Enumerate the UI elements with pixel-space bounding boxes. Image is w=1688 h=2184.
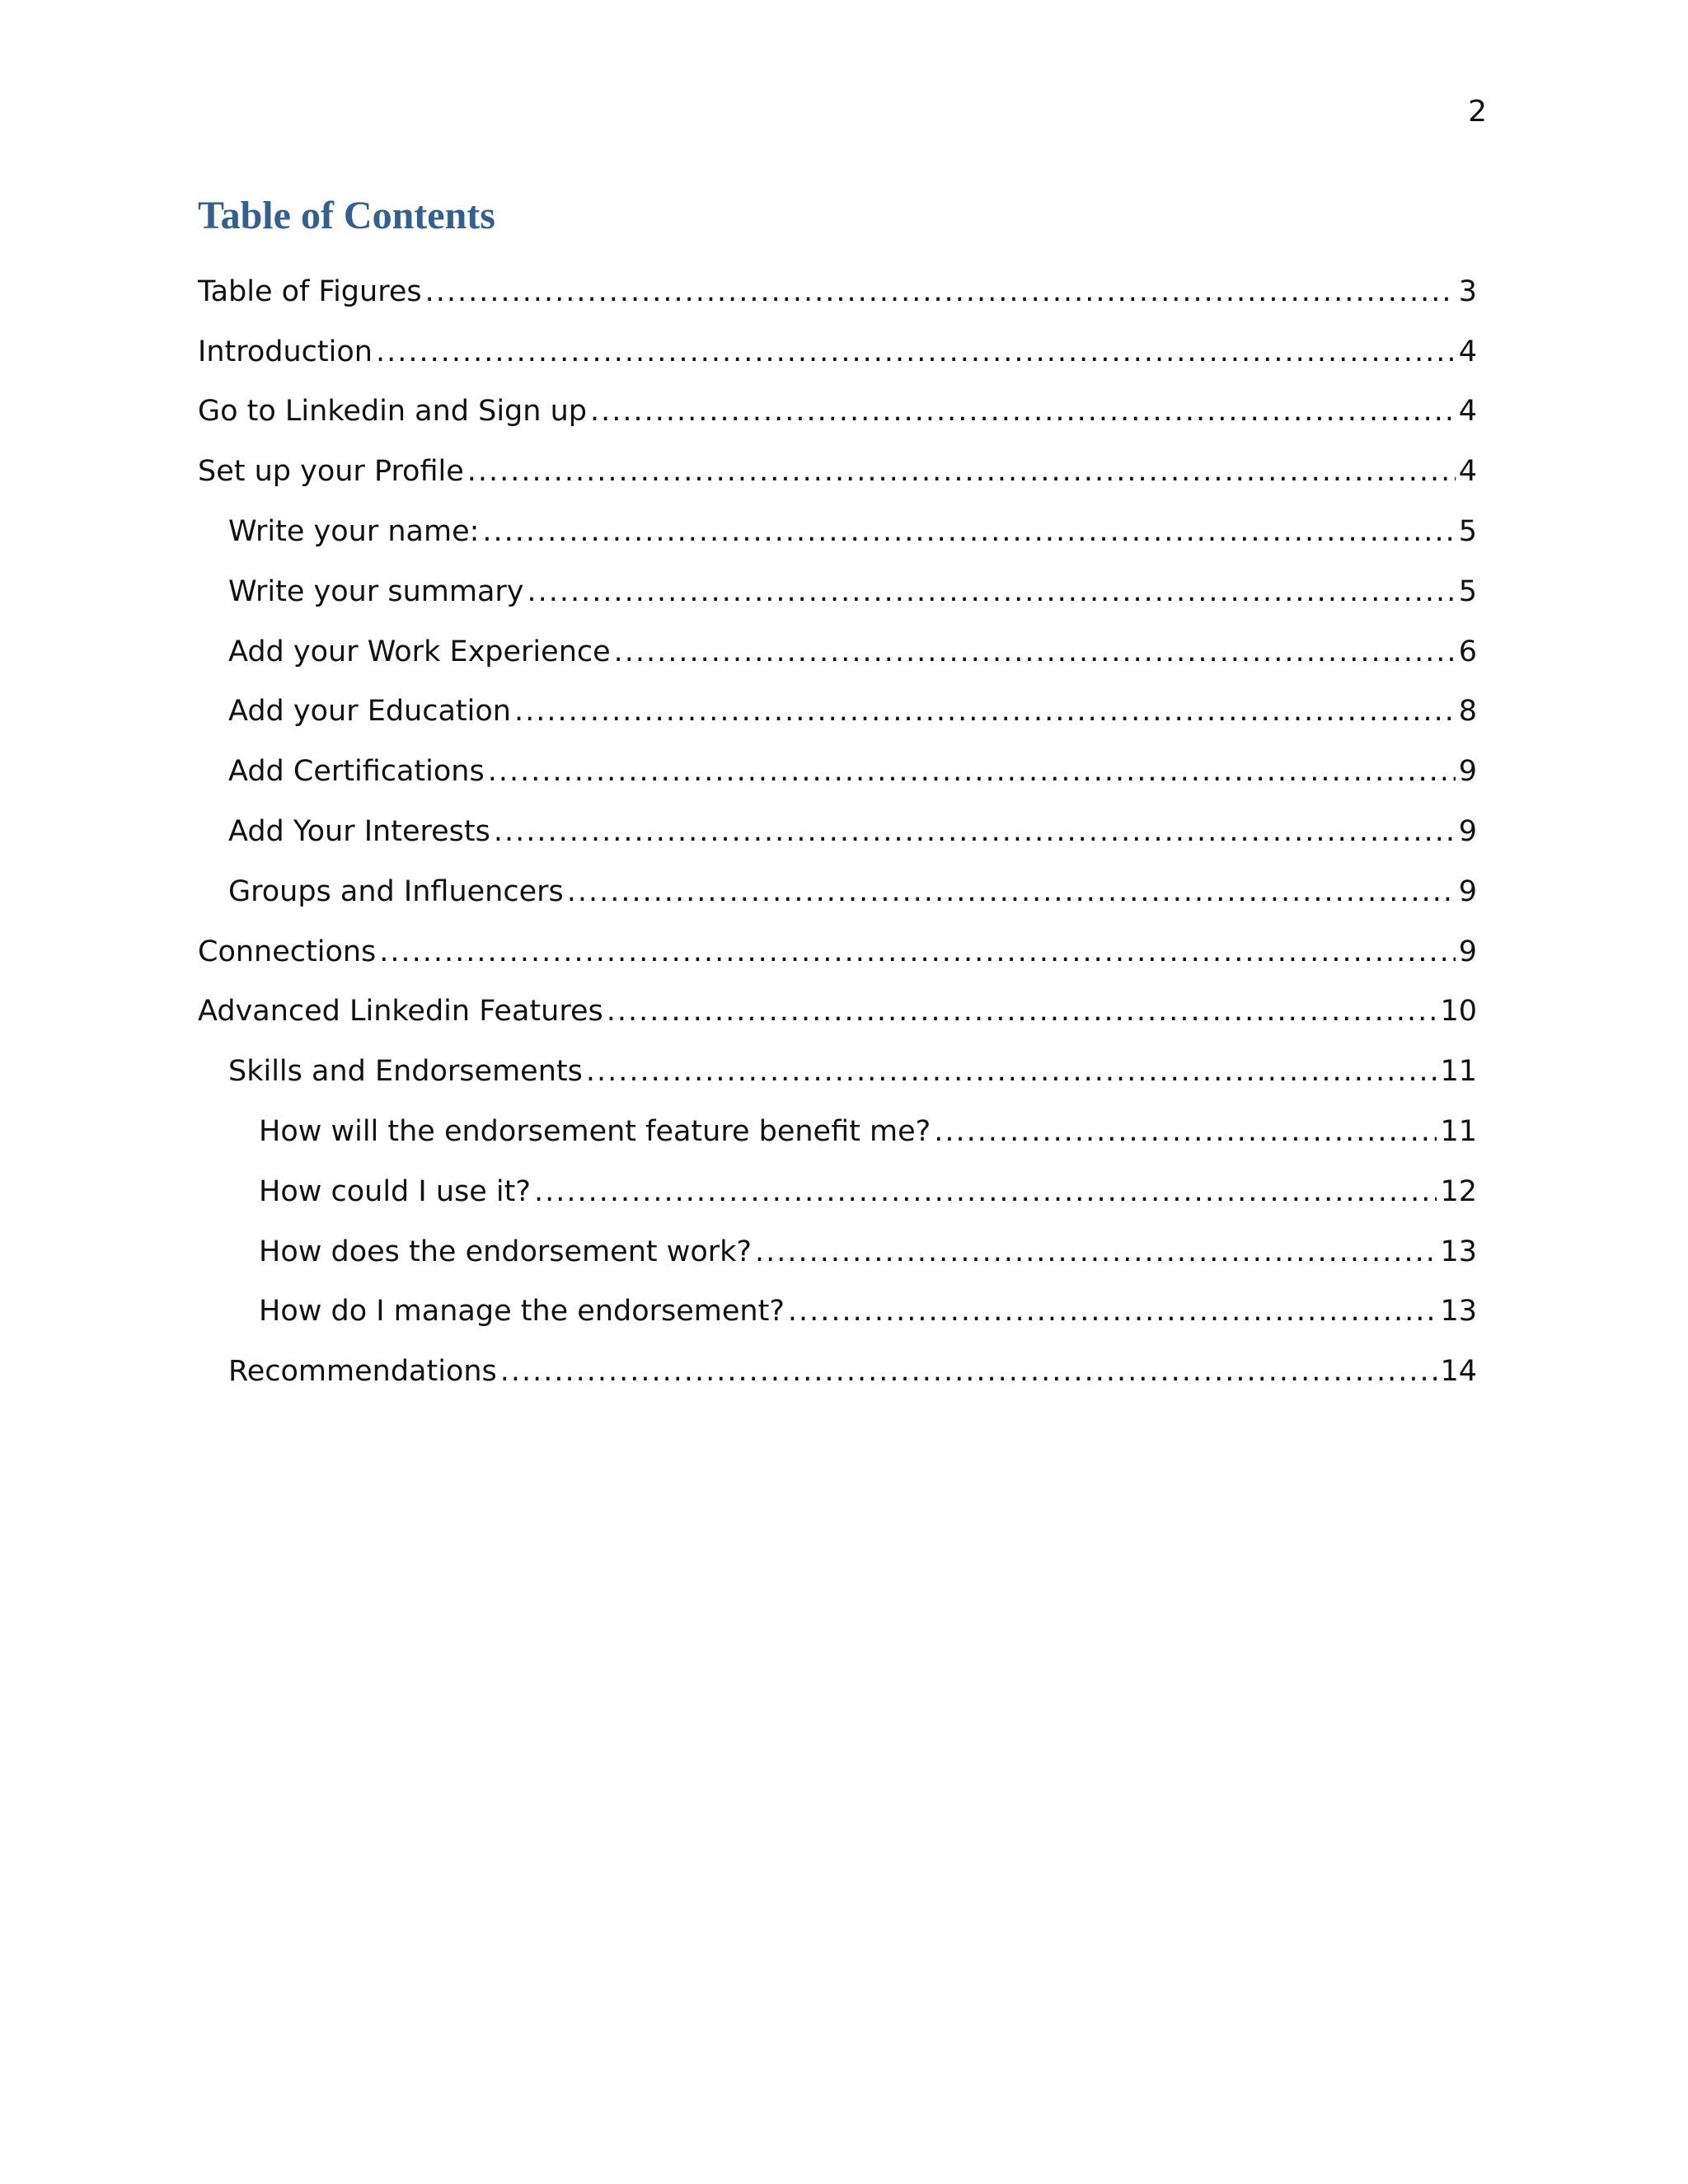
toc-dot-leader <box>514 693 1456 729</box>
toc-entry-text: Write your name: <box>228 514 480 548</box>
toc-entry-page: 9 <box>1458 814 1477 848</box>
toc-dot-leader <box>534 1174 1437 1210</box>
toc-entry-page: 4 <box>1458 335 1477 368</box>
toc-entry-text: How could I use it? <box>259 1174 531 1208</box>
toc-entry-page: 9 <box>1458 874 1477 908</box>
toc-entry-write-your-name[interactable] <box>198 490 1477 550</box>
toc-entry-page: 5 <box>1458 514 1477 548</box>
toc-entry-text: Add your Work Experience <box>228 635 611 668</box>
toc-entry-advanced-linkedin-features[interactable] <box>198 970 1477 1030</box>
toc-entry-text: Advanced Linkedin Features <box>198 995 603 1029</box>
toc-entry-table-of-figures[interactable] <box>198 250 1477 310</box>
toc-entry-text: How will the endorsement feature benefit me? <box>259 1114 931 1148</box>
toc-entry-text: Introduction <box>198 335 373 368</box>
toc-entry-how-endorsement-works[interactable] <box>198 1210 1477 1270</box>
toc-entry-text: Skills and Endorsements <box>228 1055 583 1089</box>
toc-dot-leader <box>607 993 1437 1029</box>
toc-dot-leader <box>934 1113 1437 1150</box>
toc-dot-leader <box>755 1234 1437 1270</box>
toc-entry-connections[interactable] <box>198 910 1477 970</box>
toc-dot-leader <box>788 1293 1437 1329</box>
toc-entry-page: 9 <box>1458 755 1477 789</box>
toc-entry-manage-endorsement[interactable] <box>198 1270 1477 1330</box>
toc-entry-page: 14 <box>1440 1355 1477 1389</box>
toc-entry-page: 13 <box>1440 1235 1477 1268</box>
toc-dot-leader <box>467 453 1456 490</box>
toc-entry-page: 3 <box>1458 274 1477 308</box>
toc-entry-text: Connections <box>198 935 377 968</box>
toc-entry-introduction[interactable] <box>198 310 1477 370</box>
toc-entry-text: Go to Linkedin and Sign up <box>198 395 587 429</box>
toc-entry-text: Table of Figures <box>198 274 422 308</box>
toc-entry-add-certifications[interactable] <box>198 729 1477 790</box>
toc-dot-leader <box>425 274 1456 310</box>
toc-title: Table of Contents <box>198 194 495 237</box>
toc-dot-leader <box>586 1053 1437 1090</box>
toc-entry-how-could-i-use-it[interactable] <box>198 1150 1477 1210</box>
toc-list <box>198 250 1477 1390</box>
toc-dot-leader <box>488 753 1456 790</box>
toc-dot-leader <box>379 934 1455 970</box>
toc-entry-page: 13 <box>1440 1295 1477 1329</box>
toc-dot-leader <box>567 874 1456 910</box>
toc-entry-page: 12 <box>1440 1174 1477 1208</box>
toc-entry-add-education[interactable] <box>198 670 1477 730</box>
toc-entry-text: Add Your Interests <box>228 814 490 848</box>
toc-entry-text: Set up your Profile <box>198 455 464 489</box>
toc-entry-add-your-interests[interactable] <box>198 790 1477 850</box>
toc-dot-leader <box>590 393 1456 429</box>
toc-entry-text: Write your summary <box>228 574 524 608</box>
toc-entry-page: 4 <box>1458 455 1477 489</box>
toc-entry-skills-and-endorsements[interactable] <box>198 1029 1477 1090</box>
toc-entry-text: How does the endorsement work? <box>259 1235 753 1268</box>
page-number: 2 <box>1468 95 1487 129</box>
toc-entry-text: Recommendations <box>228 1355 497 1389</box>
toc-entry-set-up-profile[interactable] <box>198 429 1477 490</box>
toc-entry-text: Groups and Influencers <box>228 874 564 908</box>
toc-dot-leader <box>614 634 1456 670</box>
toc-entry-add-work-experience[interactable] <box>198 610 1477 670</box>
toc-entry-page: 4 <box>1458 395 1477 429</box>
toc-entry-text: Add Certifications <box>228 755 485 789</box>
toc-dot-leader <box>494 813 1456 850</box>
toc-entry-page: 11 <box>1440 1114 1477 1148</box>
toc-entry-write-your-summary[interactable] <box>198 550 1477 610</box>
toc-entry-endorsement-benefit[interactable] <box>198 1090 1477 1150</box>
toc-entry-page: 11 <box>1440 1055 1477 1089</box>
toc-dot-leader <box>500 1353 1437 1390</box>
toc-entry-page: 5 <box>1458 574 1477 608</box>
toc-entry-page: 10 <box>1440 995 1477 1029</box>
toc-entry-page: 6 <box>1458 635 1477 668</box>
toc-entry-text: Add your Education <box>228 695 511 729</box>
toc-dot-leader <box>528 574 1456 610</box>
toc-entry-page: 8 <box>1458 695 1477 729</box>
toc-entry-groups-and-influencers[interactable] <box>198 850 1477 910</box>
toc-entry-page: 9 <box>1458 935 1477 968</box>
toc-dot-leader <box>376 334 1456 370</box>
toc-entry-text: How do I manage the endorsement? <box>259 1295 785 1329</box>
toc-entry-recommendations[interactable] <box>198 1329 1477 1390</box>
toc-entry-go-to-linkedin[interactable] <box>198 370 1477 430</box>
toc-dot-leader <box>482 513 1455 550</box>
